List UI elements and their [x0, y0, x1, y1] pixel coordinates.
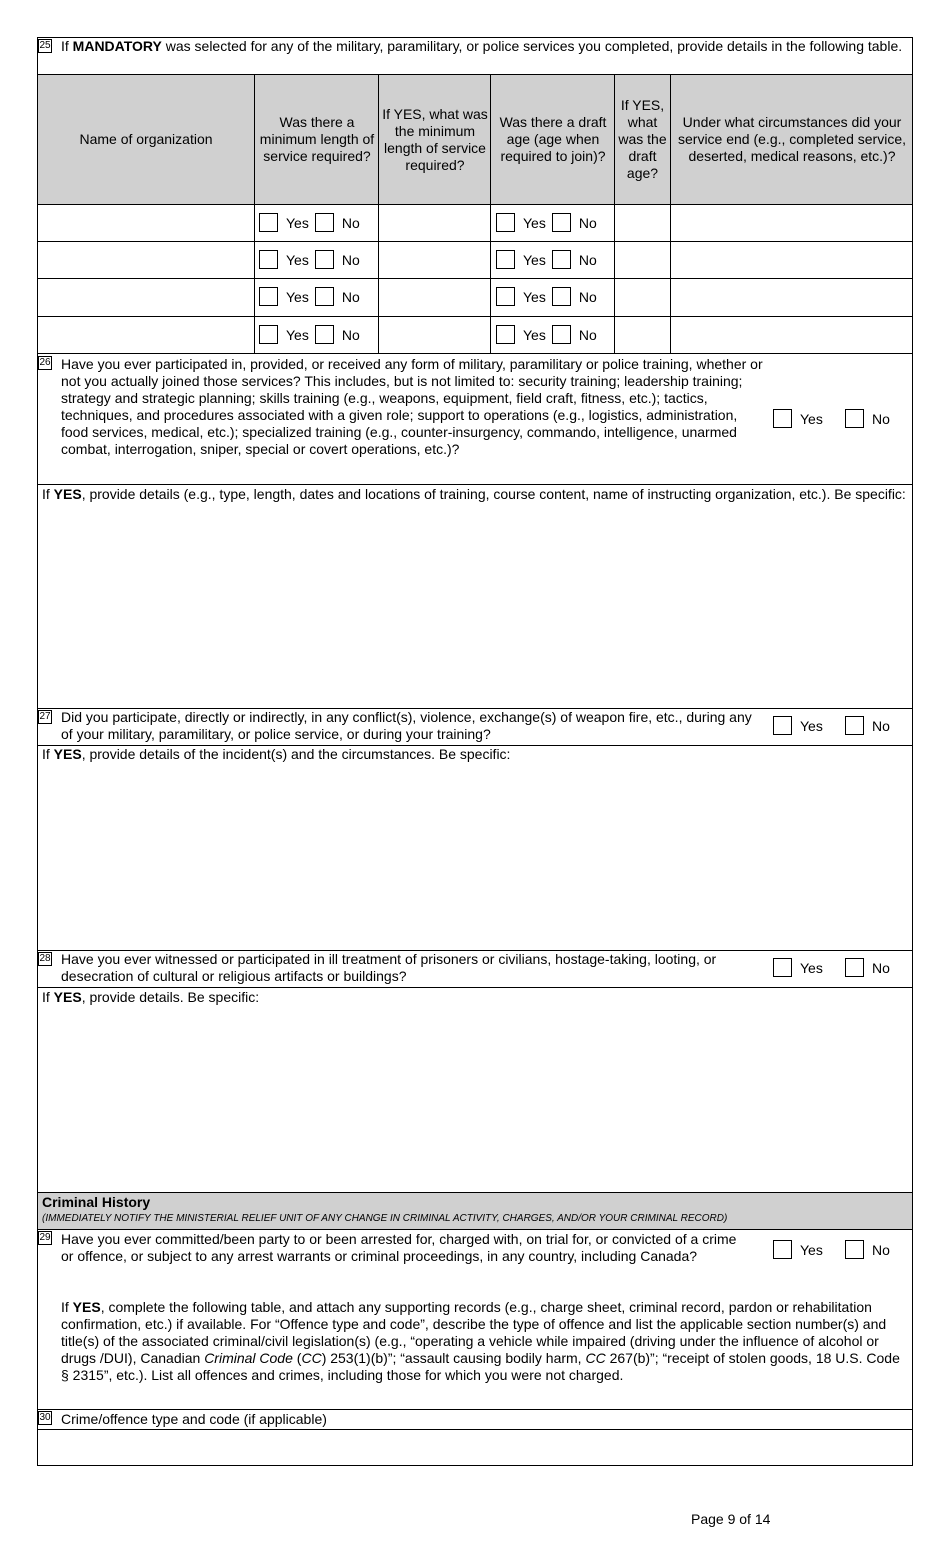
q30-input-field[interactable] [38, 1430, 912, 1465]
row2-draft-yn: Yes No [496, 250, 597, 269]
row3-minlength-yes-checkbox[interactable] [259, 287, 278, 306]
q29-number: 29 [39, 1232, 51, 1243]
q28-yes-option: Yes [773, 958, 823, 977]
q29-no-option: No [845, 1240, 890, 1259]
q25-question: If MANDATORY was selected for any of the military, paramilitary, or police services you completed, provide details in the following table. [61, 38, 903, 54]
header-minimum-length: If YES, what was the minimum length of service required? [382, 105, 488, 173]
q28-no-option: No [845, 958, 890, 977]
table-row: Yes No [259, 250, 360, 269]
q26-no-option: No [845, 409, 890, 428]
q27-question: Did you participate, directly or indirectly, in any conflict(s), violence, exchange(s) of weapon fire, etc., during any of your military, paramilitary, or police service, or during your training? [61, 709, 752, 742]
row2-minlength-yes-checkbox[interactable] [259, 250, 278, 269]
header-service-end-circumstances: Under what circumstances did your service end (e.g., completed service, deserted, medical reasons, etc.)? [678, 114, 906, 164]
q29-yes-checkbox[interactable] [773, 1240, 792, 1259]
row1-draft-no-checkbox[interactable] [552, 213, 571, 232]
table-row: Yes No [259, 287, 360, 306]
row3-draft-yes-checkbox[interactable] [496, 287, 515, 306]
row3-draft-no-checkbox[interactable] [552, 287, 571, 306]
q29-no-checkbox[interactable] [845, 1240, 864, 1259]
q27-yes-option: Yes [773, 716, 823, 735]
criminal-history-note: (IMMEDIATELY NOTIFY THE MINISTERIAL RELIEF UNIT OF ANY CHANGE IN CRIMINAL ACTIVITY, CHARGES, AND/OR YOUR CRIMINAL RECORD) [42, 1213, 728, 1224]
header-draft-age-required: Was there a draft age (age when required to join)? [499, 114, 607, 164]
q30-label: Crime/offence type and code (if applicable) [61, 1411, 327, 1427]
row2-draft-yes-checkbox[interactable] [496, 250, 515, 269]
q25-number: 25 [39, 40, 51, 51]
q27-no-option: No [845, 716, 890, 735]
row2-draft-no-checkbox[interactable] [552, 250, 571, 269]
q27-number: 27 [39, 711, 51, 722]
row1-minlength-yes-checkbox[interactable] [259, 213, 278, 232]
q26-yes-option: Yes [773, 409, 823, 428]
row1-draft-yn: Yes No [496, 213, 597, 232]
q28-number: 28 [39, 953, 51, 964]
q27-no-checkbox[interactable] [845, 716, 864, 735]
q28-yes-checkbox[interactable] [773, 958, 792, 977]
q27-details-field[interactable]: If YES, provide details of the incident(s) and the circumstances. Be specific: [42, 746, 511, 762]
q27-yes-checkbox[interactable] [773, 716, 792, 735]
q28-question: Have you ever witnessed or participated in ill treatment of prisoners or civilians, hostage-taking, looting, or desecration of cultural or religious artifacts or buildings? [61, 951, 717, 984]
header-minimum-length-required: Was there a minimum length of service required? [259, 114, 375, 164]
row4-draft-no-checkbox[interactable] [552, 325, 571, 344]
row4-minlength-yes-checkbox[interactable] [259, 325, 278, 344]
row4-draft-yes-checkbox[interactable] [496, 325, 515, 344]
q26-yes-checkbox[interactable] [773, 409, 792, 428]
row3-minlength-no-checkbox[interactable] [315, 287, 334, 306]
q29-instructions: If YES, complete the following table, and attach any supporting records (e.g., charge sheet, criminal record, pardon or rehabilitation confirmation, etc.) if available. For “Offence type and code”, describe the type of offence and list the applicable section number(s) and title(s) of the associated criminal/civil legislation(s) (e.g., “operating a vehicle while impaired (driving under the influence of alcohol or drugs /DUI), Canadian Criminal Code (CC) 253(1)(b)”; “assault causing bodily harm, CC 267(b)”; “receipt of stolen goods, 18 U.S. Code § 2315”, etc.). List all offences and crimes, including those for which you were not charged. [61, 1299, 900, 1383]
header-name-of-organization: Name of organization [79, 131, 213, 147]
row3-draft-yn: Yes No [496, 287, 597, 306]
row1-minlength-no-checkbox[interactable] [315, 213, 334, 232]
row4-minlength-no-checkbox[interactable] [315, 325, 334, 344]
q29-question: Have you ever committed/been party to or been arrested for, charged with, on trial for, or convicted of a crime or offence, or subject to any arrest warrants or criminal proceedings, in any country, including Canada? [61, 1231, 737, 1264]
q26-no-checkbox[interactable] [845, 409, 864, 428]
criminal-history-title: Criminal History [42, 1194, 151, 1210]
table-row: Yes No [259, 325, 360, 344]
row2-minlength-no-checkbox[interactable] [315, 250, 334, 269]
q30-number: 30 [39, 1412, 51, 1423]
q26-details-field[interactable]: If YES, provide details (e.g., type, length, dates and locations of training, course content, name of instructing organization, etc.). Be specific: [42, 486, 906, 502]
header-draft-age: If YES, what was the draft age? [618, 97, 667, 181]
page-number: Page 9 of 14 [691, 1511, 771, 1527]
row1-draft-yes-checkbox[interactable] [496, 213, 515, 232]
q26-number: 26 [39, 357, 51, 368]
q28-details-field[interactable]: If YES, provide details. Be specific: [42, 989, 260, 1005]
q28-no-checkbox[interactable] [845, 958, 864, 977]
q29-yes-option: Yes [773, 1240, 823, 1259]
table-row: Yes No [259, 213, 360, 232]
q26-question: Have you ever participated in, provided, or received any form of military, paramilitary or police training, whether or not you actually joined those services? This includes, but is not limited to: security training; leadership training; strategy and strategic planning; skills training (e.g., weapons, equipment, field craft, fitness, etc.); tactics, techniques, and procedures associated with a given role; support to operations (e.g., logistics, administration, food services, medical, etc.); specialized training (e.g., counter-insurgency, commando, intelligence, unarmed combat, interrogation, sniper, special or covert operations, etc.)? [61, 356, 763, 457]
row4-draft-yn: Yes No [496, 325, 597, 344]
